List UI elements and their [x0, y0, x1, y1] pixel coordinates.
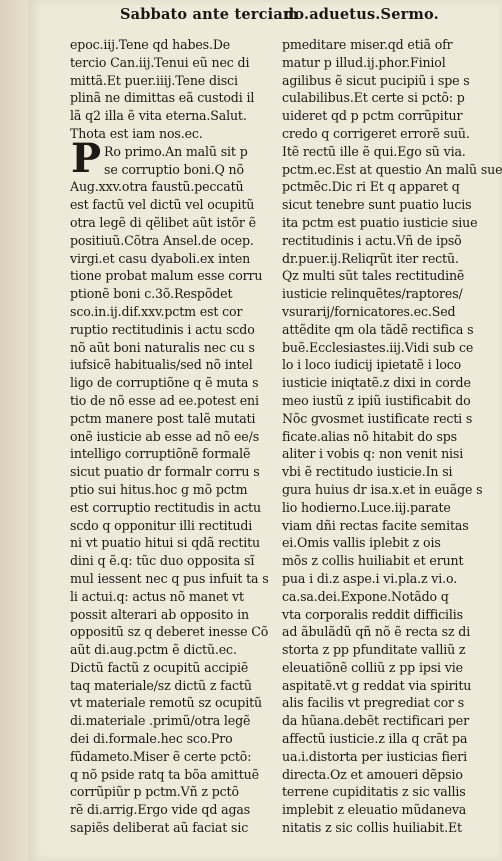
text-line: terrene cupiditatis z sic vallis — [282, 784, 466, 800]
text-line: ca.sa.dei.Expone.Notãdo q — [282, 588, 449, 604]
text-line: meo iustũ z ipiũ iustificabit do — [282, 392, 471, 408]
text-line: onẽ iusticie ab esse ad nõ ee/s — [70, 428, 260, 444]
text-line: Nõc gvosmet iustificate recti s — [282, 410, 473, 426]
text-line: sicut tenebre sunt puatio lucis — [282, 197, 472, 213]
text-line: rectitudinis i actu.Vñ de ipsõ — [282, 232, 462, 248]
text-line: ptio sui hitus.hoc g mõ pctm — [70, 481, 248, 497]
text-line: pua i di.z aspe.i vi.pla.z vi.o. — [282, 570, 458, 586]
text-line: lio hodierno.Luce.iij.parate — [282, 499, 451, 515]
header-right: do.aduetus.Sermo. — [284, 6, 439, 23]
text-line: est corruptio rectitudis in actu — [70, 499, 261, 515]
text-line: ei.Omis vallis iplebit z ois — [282, 535, 441, 551]
text-line: pctmẽc.Dic ri Et q apparet q — [282, 179, 460, 195]
text-line: aspitatẽ.vt g reddat via spiritu — [282, 677, 472, 693]
text-line: vta corporalis reddit difficilis — [282, 606, 463, 622]
text-line: fũdameto.Miser ẽ certe pctõ: — [70, 748, 252, 764]
text-line: aliter i vobis q: non venit nisi — [282, 446, 464, 462]
text-line: ni vt puatio hitui si qdã rectitu — [70, 535, 260, 551]
text-line: nõ aũt boni naturalis nec cu s — [70, 339, 255, 355]
text-line: lã q2 illa ẽ vita eterna.Salut. — [70, 108, 247, 124]
text-line: epoc.iij.Tene qd habes.De — [70, 37, 231, 52]
text-line: storta z pp pfunditate valliũ z — [282, 642, 466, 658]
text-line: viam dñi rectas facite semitas — [282, 517, 469, 533]
text-line: rẽ di.arrig.Ergo vide qd agas — [70, 802, 251, 818]
text-line: vt materiale remotũ sz ocupitũ — [70, 695, 262, 711]
text-line: sco.in.ij.dif.xxv.pctm est cor — [70, 303, 243, 319]
text-line: lo i loco iudicij ipietatẽ i loco — [282, 357, 462, 373]
text-line: iufsicẽ habitualis/sed nõ intel — [70, 357, 253, 373]
text-line: culabilibus.Et certe si pctõ: p — [282, 90, 465, 106]
text-line: mul iessent nec q pus infuit ta s — [70, 570, 269, 586]
text-line: implebit z eleuatio mũdaneva — [282, 802, 467, 818]
text-line: vbi ẽ rectitudo iusticie.In si — [282, 464, 453, 480]
text-line: tione probat malum esse corru — [70, 268, 263, 284]
text-line: dini q ẽ.q: tũc duo opposita sĩ — [70, 553, 255, 569]
text-line: pmeditare miser.qd etiã ofr — [282, 37, 453, 52]
text-line: ruptio rectitudinis i actu scdo — [70, 321, 255, 337]
text-line: Qz multi sũt tales rectitudinẽ — [282, 268, 465, 284]
text-line: iusticie iniqtatẽ.z dixi in corde — [282, 375, 471, 391]
drop-capital: P — [70, 135, 102, 182]
text-line: ligo de corruptiõne q ẽ muta s — [70, 375, 259, 391]
text-line: positiuũ.Cõtra Ansel.de ocep. — [70, 232, 254, 248]
text-line: virgi.et casu dyaboli.ex inten — [70, 250, 251, 266]
text-line: ptionẽ boni c.3õ.Respõdet — [70, 286, 233, 302]
text-line: est factũ vel dictũ vel ocupitũ — [70, 197, 255, 213]
text-line: q nõ pside ratq ta bõa amittuẽ — [70, 766, 259, 782]
text-line: taq materiale/sz dictũ z factũ — [70, 677, 252, 693]
text-line: buẽ.Ecclesiastes.iij.Vidi sub ce — [282, 339, 474, 355]
text-line: Dictũ factũ z ocupitũ accipiẽ — [70, 659, 249, 675]
text-line: ad ãbulãdũ qñ nõ ẽ recta sz di — [282, 624, 471, 640]
text-line: tercio Can.iij.Tenui eũ nec di — [70, 54, 250, 70]
text-line: credo q corrigeret errorẽ suũ. — [282, 125, 470, 141]
text-line: Thota est iam nos.ec. — [70, 125, 203, 141]
text-line: tio de nõ esse ad ee.potest eni — [70, 392, 259, 408]
text-line: oppositũ sz q deberet inesse Cõ — [70, 624, 269, 640]
right-text-column — [282, 36, 502, 837]
text-line: li actui.q: actus nõ manet vt — [70, 588, 244, 604]
text-line: iusticie relinquẽtes/raptores/ — [282, 286, 463, 302]
text-line: otra legẽ di qẽlibet aũt istõr ẽ — [70, 214, 256, 230]
text-line: nitatis z sic collis huiliabit.Et — [282, 820, 462, 836]
text-line: intelligo corruptiõnẽ formalẽ — [70, 446, 251, 462]
text-line: affectũ iusticie.z illa q crãt pa — [282, 731, 468, 747]
text-line: dr.puer.ij.Reliqrũt iter rectũ. — [282, 250, 459, 266]
running-header — [0, 6, 500, 32]
text-line: Aug.xxv.otra faustũ.peccatũ — [70, 179, 244, 195]
text-line: se corruptio boni.Q nõ — [104, 161, 244, 177]
text-line: agilibus ẽ sicut pucipiũ i spe s — [282, 72, 470, 88]
text-line: mõs z collis huiliabit et erunt — [282, 553, 464, 569]
text-line: attẽdite qm ola tãdẽ rectifica s — [282, 321, 474, 337]
text-line: sapiẽs deliberat aũ faciat sic — [70, 820, 249, 836]
text-line: corrũpiũr p pctm.Vñ z pctõ — [70, 784, 239, 800]
text-line: Ro primo.An malũ sit p — [104, 143, 248, 159]
header-left: Sabbato ante terciam — [120, 6, 299, 23]
text-line: sicut puatio dr formalr corru s — [70, 464, 260, 480]
text-line: gura huius dr isa.x.et in euãge s — [282, 481, 483, 497]
text-line: pctm.ec.Est at questio An malũ sue — [282, 161, 502, 177]
text-line: matur p illud.ij.phor.Finiol — [282, 54, 446, 70]
text-line: ficate.alias nõ hitabit do sps — [282, 428, 457, 444]
text-line: alis facilis vt pregrediat cor s — [282, 695, 465, 711]
text-line: pctm manere post talẽ mutati — [70, 410, 256, 426]
text-line: possit alterari ab opposito in — [70, 606, 249, 622]
text-line: di.materiale .primũ/otra legẽ — [70, 713, 251, 729]
left-text-column — [70, 36, 270, 837]
page-gutter — [0, 0, 28, 861]
text-line: scdo q opponitur illi rectitudi — [70, 517, 253, 533]
text-line: uideret qd p pctm corrũpitur — [282, 108, 463, 124]
text-line: ita pctm est puatio iusticie siue — [282, 214, 478, 230]
text-line: directa.Oz et amoueri dẽpsio — [282, 766, 463, 782]
text-line: eleuatiõnẽ colliũ z pp ipsi vie — [282, 659, 463, 675]
text-line: Itẽ rectũ ille ẽ qui.Ego sũ via. — [282, 143, 466, 159]
text-line: dei di.formale.hec sco.Pro — [70, 731, 233, 747]
text-line: plinã ne dimittas eã custodi il — [70, 90, 255, 106]
text-line: mittã.Et puer.iiij.Tene disci — [70, 72, 238, 88]
text-line: aũt di.aug.pctm ẽ dictũ.ec. — [70, 642, 237, 658]
text-line: vsurarij/fornicatores.ec.Sed — [282, 303, 456, 319]
text-line: ua.i.distorta per iusticias fieri — [282, 748, 467, 764]
text-line: da hũana.debẽt rectificari per — [282, 713, 469, 729]
